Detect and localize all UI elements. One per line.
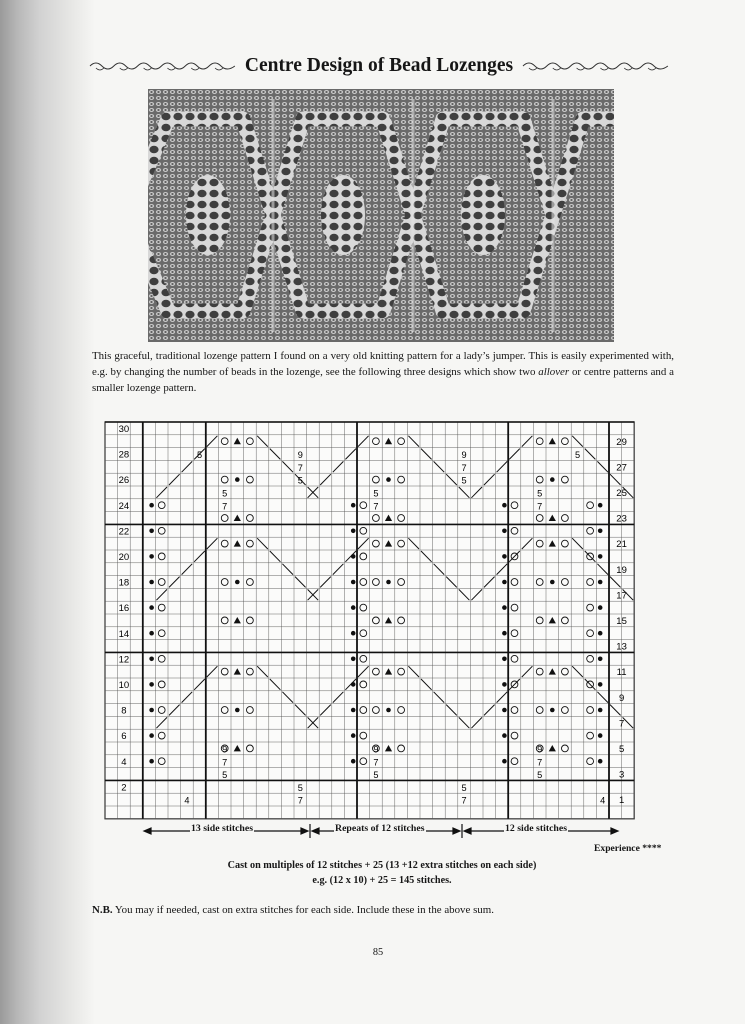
row-label-right: 1 xyxy=(618,795,625,807)
bead-symbol xyxy=(149,682,154,687)
chart-cell-number: 5 xyxy=(222,488,228,499)
bead-symbol xyxy=(598,631,603,636)
lace-swatch-photo xyxy=(148,89,614,342)
chart-cell-number: 5 xyxy=(537,488,543,499)
row-label-left: 8 xyxy=(121,705,127,717)
intro-tail: or centre patterns and a smaller lozenge pattern. xyxy=(92,365,674,394)
bead-symbol xyxy=(550,580,555,585)
bead-symbol xyxy=(351,529,356,534)
chart-cell-number: 5 xyxy=(537,770,543,781)
bead-symbol xyxy=(502,733,507,738)
bead-symbol xyxy=(598,682,603,687)
bead-symbol xyxy=(598,759,603,764)
bead-symbol xyxy=(598,605,603,610)
left-flourish-icon xyxy=(88,59,237,73)
chart-cell-number: 7 xyxy=(537,757,543,768)
bead-symbol xyxy=(235,477,240,482)
chart-cell-number: 7 xyxy=(373,501,379,512)
bead-symbol xyxy=(502,503,507,508)
chart-cell-number: 7 xyxy=(461,462,467,473)
row-label-right: 13 xyxy=(616,641,627,653)
row-label-left: 16 xyxy=(118,603,130,615)
row-label-left: 6 xyxy=(121,731,127,743)
bead-symbol xyxy=(149,733,154,738)
bead-symbol xyxy=(149,605,154,610)
intro-paragraph xyxy=(92,349,674,396)
nb-note xyxy=(92,904,494,916)
row-label-right: 7 xyxy=(618,718,625,730)
side-stitches-left-label: 13 side stitches xyxy=(191,823,254,834)
row-label-right: 5 xyxy=(618,743,625,755)
chart-cell-number: 7 xyxy=(461,795,467,806)
bead-symbol xyxy=(149,580,154,585)
bead-symbol xyxy=(149,503,154,508)
page-number: 85 xyxy=(372,947,384,958)
chart-cell-number: 5 xyxy=(461,475,467,486)
bead-symbol xyxy=(149,529,154,534)
experience-rating: Experience **** xyxy=(594,843,662,854)
row-label-right: 19 xyxy=(616,564,627,576)
row-label-left: 24 xyxy=(118,500,130,512)
title-row xyxy=(88,50,670,82)
bead-symbol xyxy=(351,503,356,508)
cast-line-2: e.g. (12 x 10) + 25 = 145 stitches. xyxy=(312,875,452,886)
chart-cell-number: 9 xyxy=(461,450,467,461)
row-label-right: 27 xyxy=(616,462,627,474)
bead-symbol xyxy=(351,580,356,585)
bead-symbol xyxy=(550,708,555,713)
chart-cell-number: 5 xyxy=(461,782,467,793)
bead-symbol xyxy=(598,503,603,508)
chart-cell-number: 7 xyxy=(222,501,228,512)
row-label-left: 10 xyxy=(118,679,130,691)
intro-italic: allover xyxy=(538,365,570,378)
chart-cell-number: 7 xyxy=(373,757,379,768)
bead-symbol xyxy=(149,759,154,764)
row-label-left: 2 xyxy=(121,782,127,794)
bead-symbol xyxy=(598,580,603,585)
row-label-right: 29 xyxy=(616,436,627,448)
bead-symbol xyxy=(351,605,356,610)
bead-symbol xyxy=(598,554,603,559)
bead-symbol xyxy=(598,733,603,738)
chart-cell-number: 5 xyxy=(373,488,379,499)
bead-symbol xyxy=(351,657,356,662)
bead-symbol xyxy=(149,554,154,559)
chart-cell-number: 5 xyxy=(297,475,303,486)
stitch-legend xyxy=(140,822,620,840)
book-gutter-shadow xyxy=(0,0,95,1024)
side-stitches-right-label: 12 side stitches xyxy=(505,823,568,834)
bead-symbol xyxy=(502,708,507,713)
chart-cell-number: 9 xyxy=(297,450,303,461)
chart-cell-number: 5 xyxy=(196,450,203,461)
bead-symbol xyxy=(502,605,507,610)
bead-symbol xyxy=(386,580,391,585)
nb-text: You may if needed, cast on extra stitches for each side. Include these in the above sum. xyxy=(112,904,494,916)
row-label-left: 30 xyxy=(118,423,130,435)
repeat-stitches-label: Repeats of 12 stitches xyxy=(335,823,425,834)
bead-symbol xyxy=(351,554,356,559)
bead-symbol xyxy=(502,657,507,662)
row-label-right: 21 xyxy=(616,539,627,551)
bead-symbol xyxy=(502,580,507,585)
cast-line-1: Cast on multiples of 12 stitches + 25 (13 +12 extra stitches on each side) xyxy=(227,860,537,871)
knitting-chart xyxy=(95,412,671,824)
bead-symbol xyxy=(550,477,555,482)
lace-photo-image xyxy=(148,89,614,342)
bead-symbol xyxy=(235,708,240,713)
bead-symbol xyxy=(598,657,603,662)
bead-symbol xyxy=(386,477,391,482)
bead-symbol xyxy=(351,682,356,687)
nb-label: N.B. xyxy=(92,904,113,916)
chart-cell-number: 9 xyxy=(537,744,543,755)
bead-symbol xyxy=(149,657,154,662)
intro-lead: This graceful, traditional lozenge pattern I found on a very old knitting pattern for a lady’s jumper. This is easily experimented with, e.g. by changing the number of beads in the lozenge, see the following three designs which show two xyxy=(92,350,674,378)
chart-cell-number: 7 xyxy=(222,757,228,768)
bead-symbol xyxy=(149,631,154,636)
bead-symbol xyxy=(149,708,154,713)
row-label-right: 3 xyxy=(618,769,625,781)
row-label-left: 12 xyxy=(118,654,130,666)
chart-cell-number: 5 xyxy=(373,770,379,781)
chart-grid-svg xyxy=(95,412,671,824)
row-label-left: 14 xyxy=(118,628,130,640)
chart-cell-number: 7 xyxy=(537,501,543,512)
bead-symbol xyxy=(502,529,507,534)
row-label-left: 4 xyxy=(121,756,127,768)
chart-cell-number: 7 xyxy=(297,462,303,473)
row-label-left: 26 xyxy=(118,475,130,487)
row-label-right: 23 xyxy=(616,513,627,525)
row-label-right: 11 xyxy=(616,667,627,679)
right-flourish-icon xyxy=(521,59,670,73)
bead-symbol xyxy=(351,631,356,636)
row-label-left: 18 xyxy=(118,577,130,589)
bead-symbol xyxy=(598,708,603,713)
chart-cell-number: 9 xyxy=(222,744,228,755)
chart-cell-number: 5 xyxy=(222,770,228,781)
row-label-left: 28 xyxy=(118,449,130,461)
page-title: Centre Design of Bead Lozenges xyxy=(244,55,514,76)
bead-symbol xyxy=(502,631,507,636)
chart-cell-number: 5 xyxy=(574,450,581,461)
row-label-left: 22 xyxy=(118,526,130,538)
bead-symbol xyxy=(351,708,356,713)
row-label-left: 20 xyxy=(118,551,130,563)
row-label-right: 17 xyxy=(616,590,627,602)
bead-symbol xyxy=(351,733,356,738)
bead-symbol xyxy=(502,759,507,764)
row-label-right: 15 xyxy=(616,615,627,627)
chart-cell-number: 4 xyxy=(184,795,190,806)
row-label-right: 9 xyxy=(618,692,625,704)
row-label-right: 25 xyxy=(616,487,627,499)
cast-on-instructions xyxy=(190,858,574,888)
bead-symbol xyxy=(386,708,391,713)
chart-cell-number: 9 xyxy=(373,744,379,755)
bead-symbol xyxy=(502,554,507,559)
bead-symbol xyxy=(598,529,603,534)
bead-symbol xyxy=(502,682,507,687)
chart-cell-number: 5 xyxy=(297,782,303,793)
chart-cell-number: 7 xyxy=(297,795,303,806)
chart-cell-number: 4 xyxy=(600,795,606,806)
bead-symbol xyxy=(235,580,240,585)
bead-symbol xyxy=(351,759,356,764)
